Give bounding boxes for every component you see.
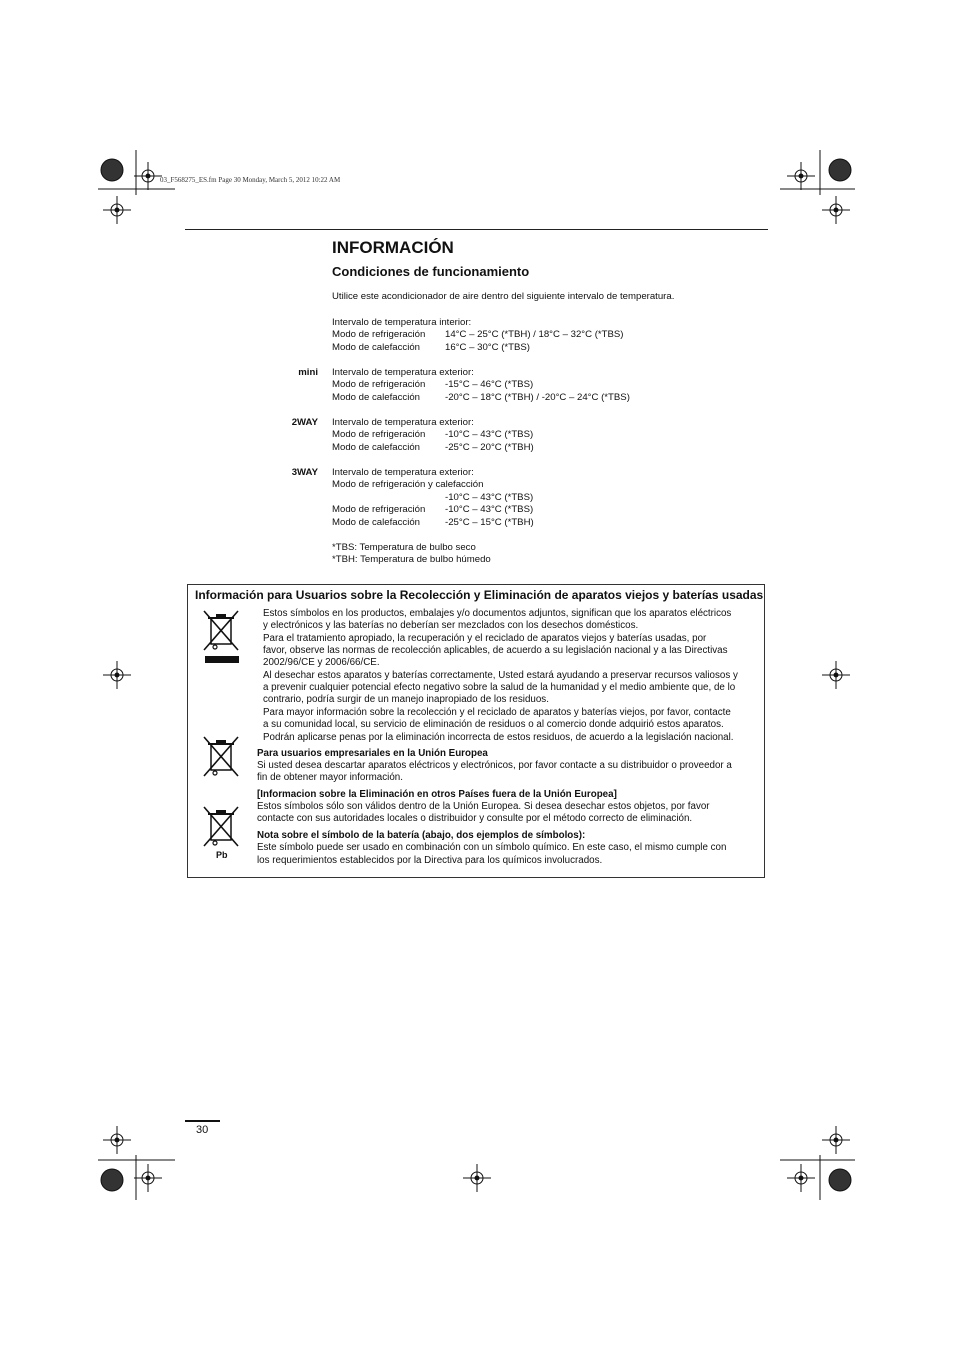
footer-rule [185,1120,220,1122]
threeway-combined-value: -10°C – 43°C (*TBS) [445,492,534,503]
mini-cool-value: -15°C – 46°C (*TBS) [445,379,534,390]
threeway-heat-mode: Modo de calefacción [332,517,420,528]
recycling-main-line: Al desechar estos aparatos y baterías correctamente, Usted estará ayudando a preservar recursos valiosos y [263,669,738,681]
twoway-cool-mode: Modo de refrigeración [332,429,426,440]
section-subtitle: Condiciones de funcionamiento [332,264,530,279]
mini-heat-value: -20°C – 18°C (*TBH) / -20°C – 24°C (*TBS) [445,392,630,403]
recycling-main-line: Podrán aplicarse penas por la eliminación incorrecta de estos residuos, de acuerdo a la legislación nacional. [263,731,734,743]
registration-dot [834,673,838,677]
twoway-heat-mode: Modo de calefacción [332,442,420,453]
threeway-heading: Intervalo de temperatura exterior: [332,467,474,478]
business-line-2: fin de obtener mayor información. [257,772,403,783]
registration-dot [146,174,150,178]
threeway-cool-mode: Modo de refrigeración [332,504,426,515]
crossed-bin-battery-icon [201,804,241,850]
registration-dot [799,1176,803,1180]
model-tag-3way: 3WAY [291,467,318,478]
twoway-heat-value: -25°C – 20°C (*TBH) [445,442,534,453]
battery-line-2: los requerimientos establecidos por la Directiva para los químicos involucrados. [257,855,603,866]
note-tbh: *TBH: Temperatura de bulbo húmedo [332,554,491,565]
battery-line-1: Este símbolo puede ser usado en combinación con un símbolo químico. En este caso, el mismo cumple con [257,842,727,853]
chem-symbol-label: Pb [216,850,228,860]
indoor-cool-value: 14°C – 25°C (*TBH) / 18°C – 32°C (*TBS) [445,329,624,340]
registration-dot [115,1138,119,1142]
model-tag-mini: mini [298,367,318,378]
page-title: INFORMACIÓN [332,238,454,257]
registration-disc [101,159,123,181]
twoway-heading: Intervalo de temperatura exterior: [332,417,474,428]
registration-disc [101,1169,123,1191]
note-tbs: *TBS: Temperatura de bulbo seco [332,542,476,553]
registration-dot [115,208,119,212]
recycling-main-line: contrario, podría surgir de un manejo inapropiado de los residuos. [263,694,549,706]
outside-eu-heading: [Informacion sobre la Eliminación en otros Países fuera de la Unión Europea] [257,789,617,800]
recycling-main-line: favor, observe las normas de recolección aplicables, de acuerdo a su legislación nacional y a las Directivas [263,645,728,657]
recycling-title: Información para Usuarios sobre la Recolección y Eliminación de aparatos viejos y baterías usadas [195,588,764,602]
recycling-main-line: a prevenir cualquier potencial efecto negativo sobre la salud de la humanidad y el medio ambiente que, de lo [263,682,736,694]
outside-eu-line-2: contacte con sus autoridades locales o distribuidor y consulte por el método correcto de eliminación. [257,813,693,824]
registration-dot [115,673,119,677]
indoor-heading: Intervalo de temperatura interior: [332,317,472,328]
crossed-bin-bar-icon [201,608,241,664]
registration-dot [146,1176,150,1180]
indoor-cool-mode: Modo de refrigeración [332,329,426,340]
threeway-heat-value: -25°C – 15°C (*TBH) [445,517,534,528]
twoway-cool-value: -10°C – 43°C (*TBS) [445,429,534,440]
intro-text: Utilice este acondicionador de aire dentro del siguiente intervalo de temperatura. [332,291,675,302]
business-heading: Para usuarios empresariales en la Unión Europea [257,748,488,759]
mini-heat-mode: Modo de calefacción [332,392,420,403]
recycling-main-line: 2002/96/CE y 2006/66/CE. [263,657,380,669]
recycling-main-line: Para mayor información sobre la recolección y el reciclado de aparatos y baterías viejos, por favor, contacte [263,706,731,718]
registration-dot [475,1176,479,1180]
registration-dot [799,174,803,178]
model-tag-2way: 2WAY [291,417,318,428]
threeway-combined-mode: Modo de refrigeración y calefacción [332,479,484,490]
crossed-bin-icon [201,734,241,780]
recycling-main-line: Para el tratamiento apropiado, la recuperación y el reciclado de aparatos viejos y baterías usadas, por [263,632,707,644]
recycling-main-line: Estos símbolos en los productos, embalajes y/o documentos adjuntos, significan que los aparatos eléctricos [263,608,732,619]
registration-dot [834,1138,838,1142]
registration-dot [834,208,838,212]
indoor-heat-mode: Modo de calefacción [332,342,420,353]
mini-heading: Intervalo de temperatura exterior: [332,367,474,378]
indoor-heat-value: 16°C – 30°C (*TBS) [445,342,530,353]
header-rule [185,229,768,230]
battery-heading: Nota sobre el símbolo de la batería (abajo, dos ejemplos de símbolos): [257,830,586,841]
outside-eu-line-1: Estos símbolos sólo son válidos dentro de la Unión Europea. Si desea desechar estos objetos, por favor [257,801,710,812]
recycling-main-line: y electrónicos y las baterías no deberían ser mezclados con los desechos domésticos. [263,620,639,632]
mini-cool-mode: Modo de refrigeración [332,379,426,390]
threeway-cool-value: -10°C – 43°C (*TBS) [445,504,534,515]
file-stamp: 03_F568275_ES.fm Page 30 Monday, March 5, 2012 10:22 AM [160,176,341,184]
registration-disc [829,1169,851,1191]
page-number: 30 [196,1124,209,1136]
recycling-main-line: a su comunidad local, su servicio de eliminación de residuos o al comercio donde adquirió estos aparatos. [263,719,724,731]
business-line-1: Si usted desea descartar aparatos eléctricos y electrónicos, por favor contacte a su distribuidor o proveedor a [257,760,732,771]
registration-disc [829,159,851,181]
